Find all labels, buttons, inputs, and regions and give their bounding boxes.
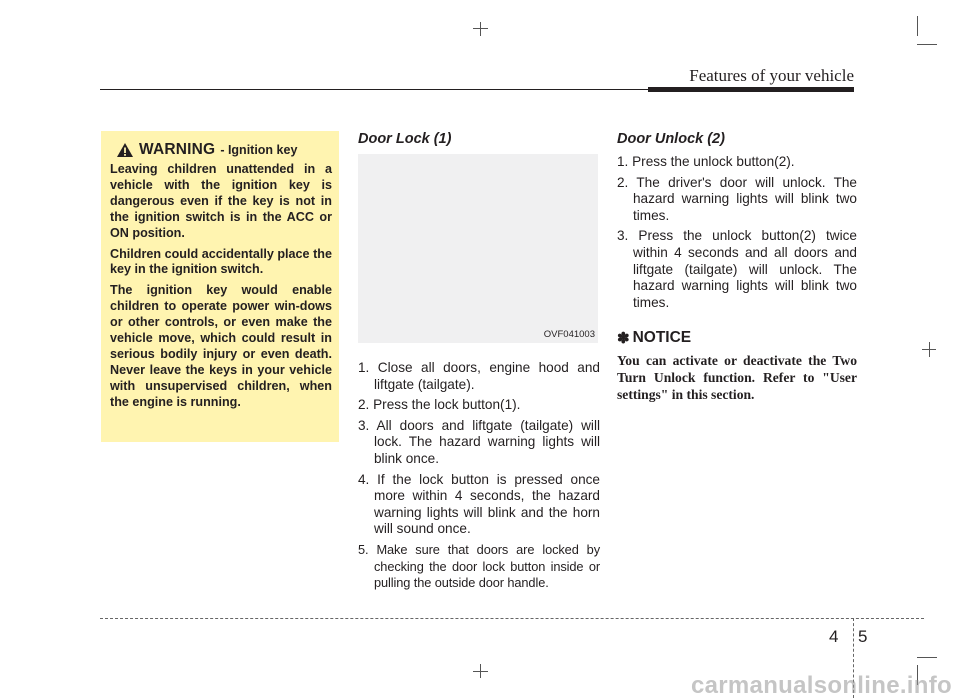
section-header-title: Features of your vehicle (689, 66, 854, 85)
warning-box (101, 131, 339, 442)
header-rule-accent (648, 87, 854, 92)
door-lock-figure (358, 154, 598, 343)
door-unlock-section (617, 131, 857, 403)
notice-heading (617, 329, 857, 347)
crop-mark-right-vertical (929, 342, 930, 357)
crop-mark-top-vertical (480, 22, 481, 36)
crop-mark-bottomright-horizontal (917, 657, 937, 658)
warning-paragraph: Leaving children unattended in a vehicle with the ignition key is dangerous even if the key is not in the ignition switch is in the ACC or ON position. (110, 162, 332, 240)
door-lock-title: Door Lock (1) (358, 131, 452, 147)
list-item: 3. Press the unlock button(2) twice within 4 seconds and all doors and liftgate (tailgate) will unlock. The hazard warning lights will blink two times. (617, 228, 857, 310)
warning-paragraph: The ignition key would enable children to operate power win-dows or other controls, or even make the vehicle move, which could result in serious bodily injury or even death. Never leave the keys in your vehicle with unsupervised children, when the engine is running. (110, 283, 332, 409)
crop-mark-topright-vertical (917, 16, 918, 36)
crop-mark-top-horizontal (473, 28, 488, 29)
warning-heading (110, 141, 332, 159)
footer-rule (100, 618, 924, 619)
warning-triangle-icon (116, 142, 134, 158)
door-lock-section (358, 131, 600, 596)
list-item: 2. The driver's door will unlock. The hazard warning lights will blink two times. (617, 174, 857, 223)
notice-body: You can activate or deactivate the Two Turn Unlock function. Refer to "User settings" in this section. (617, 353, 857, 402)
notice-label: NOTICE (632, 329, 692, 347)
list-item: 2. Press the lock button(1). (358, 397, 521, 413)
asterisk-star-icon: ✽ (617, 330, 630, 348)
door-unlock-steps (617, 154, 857, 311)
page-number: 5 (858, 627, 868, 646)
warning-subtitle: - Ignition key (220, 143, 298, 157)
list-item: 1. Close all doors, engine hood and liftgate (tailgate). (358, 360, 600, 392)
crop-mark-bottom-horizontal (473, 671, 488, 672)
list-item: 5. Make sure that doors are locked by checking the door lock button inside or pulling the outside door handle. (358, 541, 600, 591)
door-lock-steps (358, 360, 600, 592)
warning-paragraph: Children could accidentally place the key in the ignition switch. (110, 246, 332, 277)
list-item: 4. If the lock button is pressed once more within 4 seconds, the hazard warning lights will blink and the horn will sound once. (358, 471, 600, 537)
warning-label: WARNING (139, 141, 216, 158)
figure-code: OVF041003 (543, 329, 595, 340)
chapter-number: 4 (829, 627, 839, 646)
watermark: carmanualsonline.info (690, 672, 952, 699)
list-item: 1. Press the unlock button(2). (617, 154, 795, 169)
list-item: 3. All doors and liftgate (tailgate) will lock. The hazard warning lights will blink once. (358, 417, 600, 466)
crop-mark-topright-horizontal (917, 44, 937, 45)
door-unlock-title: Door Unlock (2) (617, 131, 725, 147)
